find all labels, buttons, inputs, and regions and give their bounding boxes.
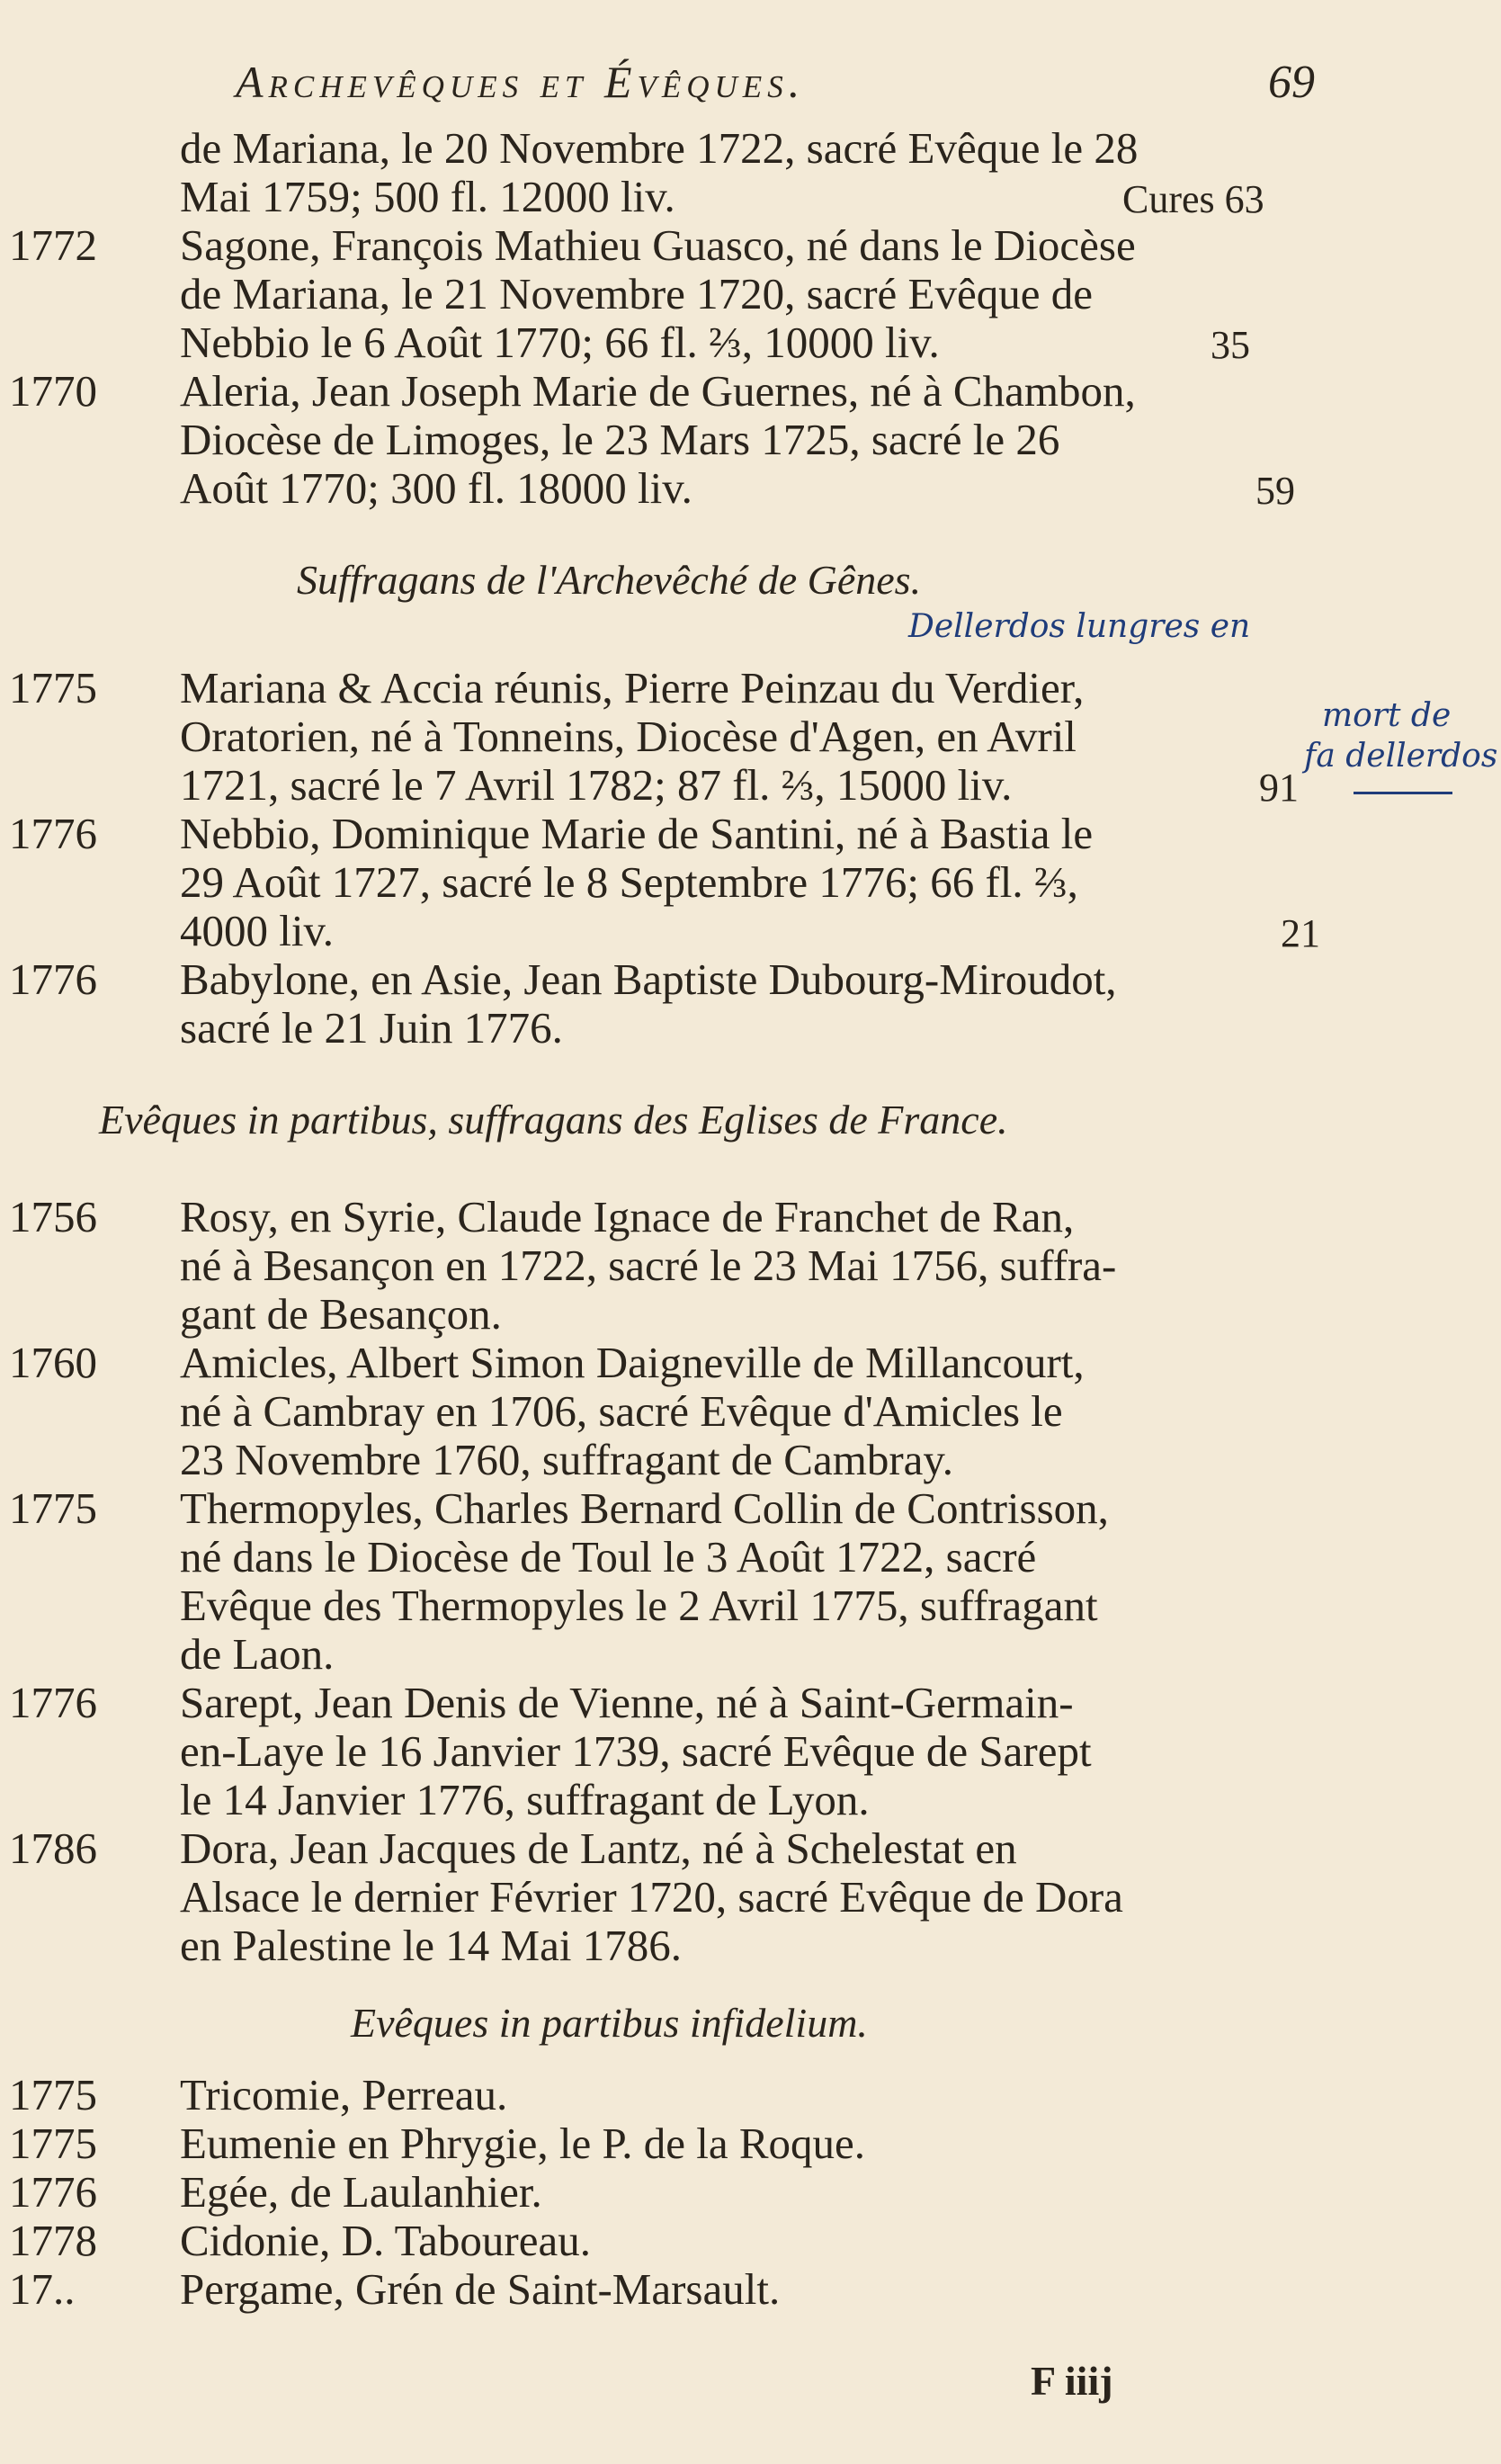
entry-line: en Palestine le 14 Mai 1786.: [180, 1921, 682, 1970]
entry-year: 1786: [9, 1823, 97, 1873]
entry-line: 23 Novembre 1760, suffragant de Cambray.: [180, 1435, 953, 1484]
entry-year: 1756: [9, 1192, 97, 1241]
entry-year: 1760: [9, 1338, 97, 1387]
entry-year: 1776: [9, 809, 97, 858]
handwritten-annotation: Dellerdos lungres en: [908, 608, 1251, 645]
running-header: [236, 56, 1315, 110]
entry-amount: 35: [1211, 323, 1250, 367]
entry-line: Diocèse de Limoges, le 23 Mars 1725, sacré le 26: [180, 415, 1060, 464]
entry-line: Babylone, en Asie, Jean Baptiste Dubourg-Miroudot,: [180, 954, 1117, 1004]
entry-line: de Mariana, le 21 Novembre 1720, sacré Evêque de: [180, 269, 1093, 318]
entry-amount: Cures 63: [1122, 177, 1264, 221]
entry-line: Dora, Jean Jacques de Lantz, né à Schelestat en: [180, 1823, 1017, 1873]
entry-year: 1770: [9, 366, 97, 416]
entry-line: né dans le Diocèse de Toul le 3 Août 1722, sacré: [180, 1532, 1037, 1581]
entry-year: 1775: [9, 2070, 97, 2119]
entry-year: 1776: [9, 954, 97, 1004]
entry-amount: 59: [1255, 469, 1295, 513]
running-title: Archevêques et Évêques.: [236, 57, 806, 107]
ink-rule: [1354, 792, 1452, 794]
entry-year: 1772: [9, 220, 97, 270]
entry-line: Tricomie, Perreau.: [180, 2070, 508, 2119]
entry-line: Alsace le dernier Février 1720, sacré Evêque de Dora: [180, 1872, 1123, 1922]
entry-year: 1776: [9, 1678, 97, 1727]
entry-line: Evêque des Thermopyles le 2 Avril 1775, suffragant: [180, 1581, 1098, 1630]
entry-line: Sagone, François Mathieu Guasco, né dans le Diocèse: [180, 220, 1136, 270]
entry-line: Sarept, Jean Denis de Vienne, né à Saint-Germain-: [180, 1678, 1074, 1727]
entry-line: Oratorien, né à Tonneins, Diocèse d'Agen, en Avril: [180, 712, 1077, 761]
entry-line: Nebbio, Dominique Marie de Santini, né à Bastia le: [180, 809, 1094, 858]
entry-line: Nebbio le 6 Août 1770; 66 fl. ⅔, 10000 liv.: [180, 318, 940, 367]
entry-year: 17..: [9, 2264, 76, 2314]
entry-line: 29 Août 1727, sacré le 8 Septembre 1776; 66 fl. ⅔,: [180, 857, 1078, 907]
entry-line: né à Besançon en 1722, sacré le 23 Mai 1756, suffra-: [180, 1241, 1117, 1290]
entry-line: Rosy, en Syrie, Claude Ignace de Franchet de Ran,: [180, 1192, 1075, 1241]
entry-line: Egée, de Laulanhier.: [180, 2167, 542, 2217]
entry-line: Amicles, Albert Simon Daigneville de Millancourt,: [180, 1338, 1085, 1387]
entry-line: Août 1770; 300 fl. 18000 liv.: [180, 463, 692, 513]
entry-line: Eumenie en Phrygie, le P. de la Roque.: [180, 2119, 866, 2168]
section-heading: Evêques in partibus, suffragans des Eglises de France.: [99, 1097, 1008, 1142]
entry-amount: 21: [1281, 911, 1320, 955]
entry-line: Pergame, Grén de Saint-Marsault.: [180, 2264, 781, 2314]
entry-line: né à Cambray en 1706, sacré Evêque d'Amicles le: [180, 1386, 1063, 1436]
section-heading: Suffragans de l'Archevêché de Gênes.: [297, 557, 922, 603]
entry-year: 1775: [9, 663, 97, 712]
entry-year: 1775: [9, 2119, 97, 2168]
entry-line: Thermopyles, Charles Bernard Collin de Contrisson,: [180, 1483, 1109, 1533]
entry-line: Mai 1759; 500 fl. 12000 liv.: [180, 172, 675, 221]
signature-mark: F iiij: [1031, 2358, 1113, 2404]
handwritten-annotation: fa dellerdos: [1304, 738, 1498, 775]
entry-year: 1776: [9, 2167, 97, 2217]
entry-year: 1778: [9, 2216, 97, 2265]
page-number: 69: [1268, 57, 1315, 108]
entry-line: sacré le 21 Juin 1776.: [180, 1003, 563, 1053]
entry-line: le 14 Janvier 1776, suffragant de Lyon.: [180, 1775, 870, 1824]
entry-line: Mariana & Accia réunis, Pierre Peinzau du Verdier,: [180, 663, 1085, 712]
entry-line: 1721, sacré le 7 Avril 1782; 87 fl. ⅔, 15000 liv.: [180, 760, 1013, 810]
entry-year: 1775: [9, 1483, 97, 1533]
handwritten-annotation: mort de: [1322, 697, 1452, 734]
entry-line: Cidonie, D. Taboureau.: [180, 2216, 591, 2265]
entry-line: en-Laye le 16 Janvier 1739, sacré Evêque de Sarept: [180, 1726, 1092, 1776]
entry-line: 4000 liv.: [180, 906, 335, 955]
section-heading: Evêques in partibus infidelium.: [351, 2000, 868, 2046]
entry-line: de Mariana, le 20 Novembre 1722, sacré Evêque le 28: [180, 123, 1139, 173]
entry-line: de Laon.: [180, 1629, 335, 1679]
entry-line: gant de Besançon.: [180, 1289, 502, 1339]
entry-amount: 91: [1259, 766, 1299, 810]
entry-line: Aleria, Jean Joseph Marie de Guernes, né à Chambon,: [180, 366, 1136, 416]
